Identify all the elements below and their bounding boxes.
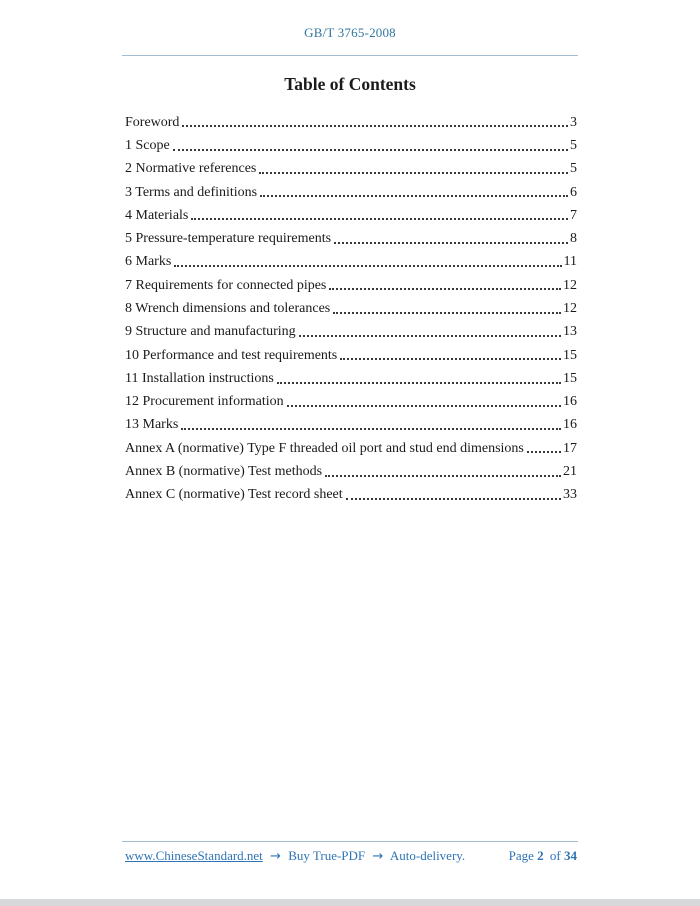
toc-entry-label: Annex A (normative) Type F threaded oil port and stud end dimensions xyxy=(125,440,524,456)
toc-entry-row xyxy=(125,433,577,456)
toc-entry-page: 8 xyxy=(570,231,577,247)
page-bottom-edge xyxy=(0,899,700,906)
toc-entry-page: 12 xyxy=(563,300,577,316)
toc-entry-row xyxy=(125,340,577,363)
toc-leader-dots xyxy=(325,475,561,477)
toc-entry-row xyxy=(125,456,577,479)
toc-entry-page: 15 xyxy=(563,370,577,386)
toc-entry-label: 5 Pressure-temperature requirements xyxy=(125,231,332,247)
arrow-right-icon: → xyxy=(372,849,384,864)
toc-leader-dots xyxy=(259,172,568,174)
toc-entry-row xyxy=(125,480,577,503)
toc-entry-page: 5 xyxy=(570,161,577,177)
toc-leader-dots xyxy=(527,451,561,453)
footer xyxy=(125,848,577,864)
toc-entry-page: 11 xyxy=(563,254,577,270)
header-divider xyxy=(122,55,578,56)
footer-delivery-label: Auto-delivery. xyxy=(389,848,466,863)
toc-entry-label: 6 Marks xyxy=(125,254,172,270)
toc-entry-label: 10 Performance and test requirements xyxy=(125,347,338,363)
toc-entry-row xyxy=(125,293,577,316)
toc-leader-dots xyxy=(277,382,561,384)
toc-entry-page: 12 xyxy=(563,277,577,293)
page-indicator-total: 34 xyxy=(564,848,577,863)
toc-entry-row xyxy=(125,270,577,293)
footer-site-link[interactable]: www.ChineseStandard.net xyxy=(125,848,263,863)
toc-entry-label: 13 Marks xyxy=(125,417,179,433)
arrow-right-icon: → xyxy=(270,849,281,864)
toc-entry-row xyxy=(125,410,577,433)
footer-divider xyxy=(122,841,578,842)
toc-entry-row xyxy=(125,107,577,130)
toc-entry-page: 21 xyxy=(563,464,577,480)
toc-entry-label: 4 Materials xyxy=(125,207,189,223)
page-indicator-connector: of xyxy=(549,848,561,863)
toc-entry-page: 33 xyxy=(563,487,577,503)
toc-leader-dots xyxy=(299,335,561,337)
toc-entry-row xyxy=(125,247,577,270)
toc-leader-dots xyxy=(191,218,568,220)
toc-leader-dots xyxy=(260,195,568,197)
toc-entry-row xyxy=(125,317,577,340)
toc-leader-dots xyxy=(182,125,568,127)
footer-buy-label: Buy True-PDF xyxy=(288,848,366,863)
toc-entry-page: 5 xyxy=(570,137,577,153)
toc-entry-label: 2 Normative references xyxy=(125,161,257,177)
page-indicator-prefix: Page xyxy=(508,848,534,863)
toc-entry-label: 8 Wrench dimensions and tolerances xyxy=(125,300,331,316)
toc-entry-label: 9 Structure and manufacturing xyxy=(125,324,296,340)
table-of-contents xyxy=(125,107,577,503)
toc-leader-dots xyxy=(287,405,561,407)
toc-entry-label: Annex B (normative) Test methods xyxy=(125,464,323,480)
toc-entry-label: Annex C (normative) Test record sheet xyxy=(125,487,343,503)
toc-leader-dots xyxy=(334,242,568,244)
toc-leader-dots xyxy=(181,428,561,430)
toc-entry-page: 6 xyxy=(570,184,577,200)
toc-entry-row xyxy=(125,200,577,223)
page-indicator xyxy=(509,848,577,864)
toc-entry-page: 13 xyxy=(563,324,577,340)
toc-entry-row xyxy=(125,223,577,246)
toc-entry-label: 12 Procurement information xyxy=(125,394,284,410)
toc-leader-dots xyxy=(340,358,561,360)
toc-entry-label: 11 Installation instructions xyxy=(125,370,274,386)
footer-links xyxy=(125,848,469,864)
toc-leader-dots xyxy=(174,265,561,267)
toc-entry-row xyxy=(125,387,577,410)
toc-entry-label: 3 Terms and definitions xyxy=(125,184,258,200)
page-indicator-current: 2 xyxy=(537,848,544,863)
toc-entry-page: 16 xyxy=(563,394,577,410)
toc-entry-label: 7 Requirements for connected pipes xyxy=(125,277,327,293)
toc-entry-row xyxy=(125,154,577,177)
toc-entry-label: 1 Scope xyxy=(125,137,170,153)
toc-leader-dots xyxy=(329,288,561,290)
toc-entry-row xyxy=(125,130,577,153)
toc-leader-dots xyxy=(173,149,568,151)
toc-entry-row xyxy=(125,177,577,200)
toc-entry-page: 3 xyxy=(570,114,577,130)
toc-entry-label: Foreword xyxy=(125,114,180,130)
toc-entry-row xyxy=(125,363,577,386)
toc-leader-dots xyxy=(333,312,561,314)
toc-entry-page: 16 xyxy=(563,417,577,433)
toc-leader-dots xyxy=(346,498,561,500)
toc-entry-page: 7 xyxy=(570,207,577,223)
toc-entry-page: 17 xyxy=(563,440,577,456)
toc-entry-page: 15 xyxy=(563,347,577,363)
page-title: Table of Contents xyxy=(284,74,416,94)
document-header-title: GB/T 3765-2008 xyxy=(304,25,396,40)
